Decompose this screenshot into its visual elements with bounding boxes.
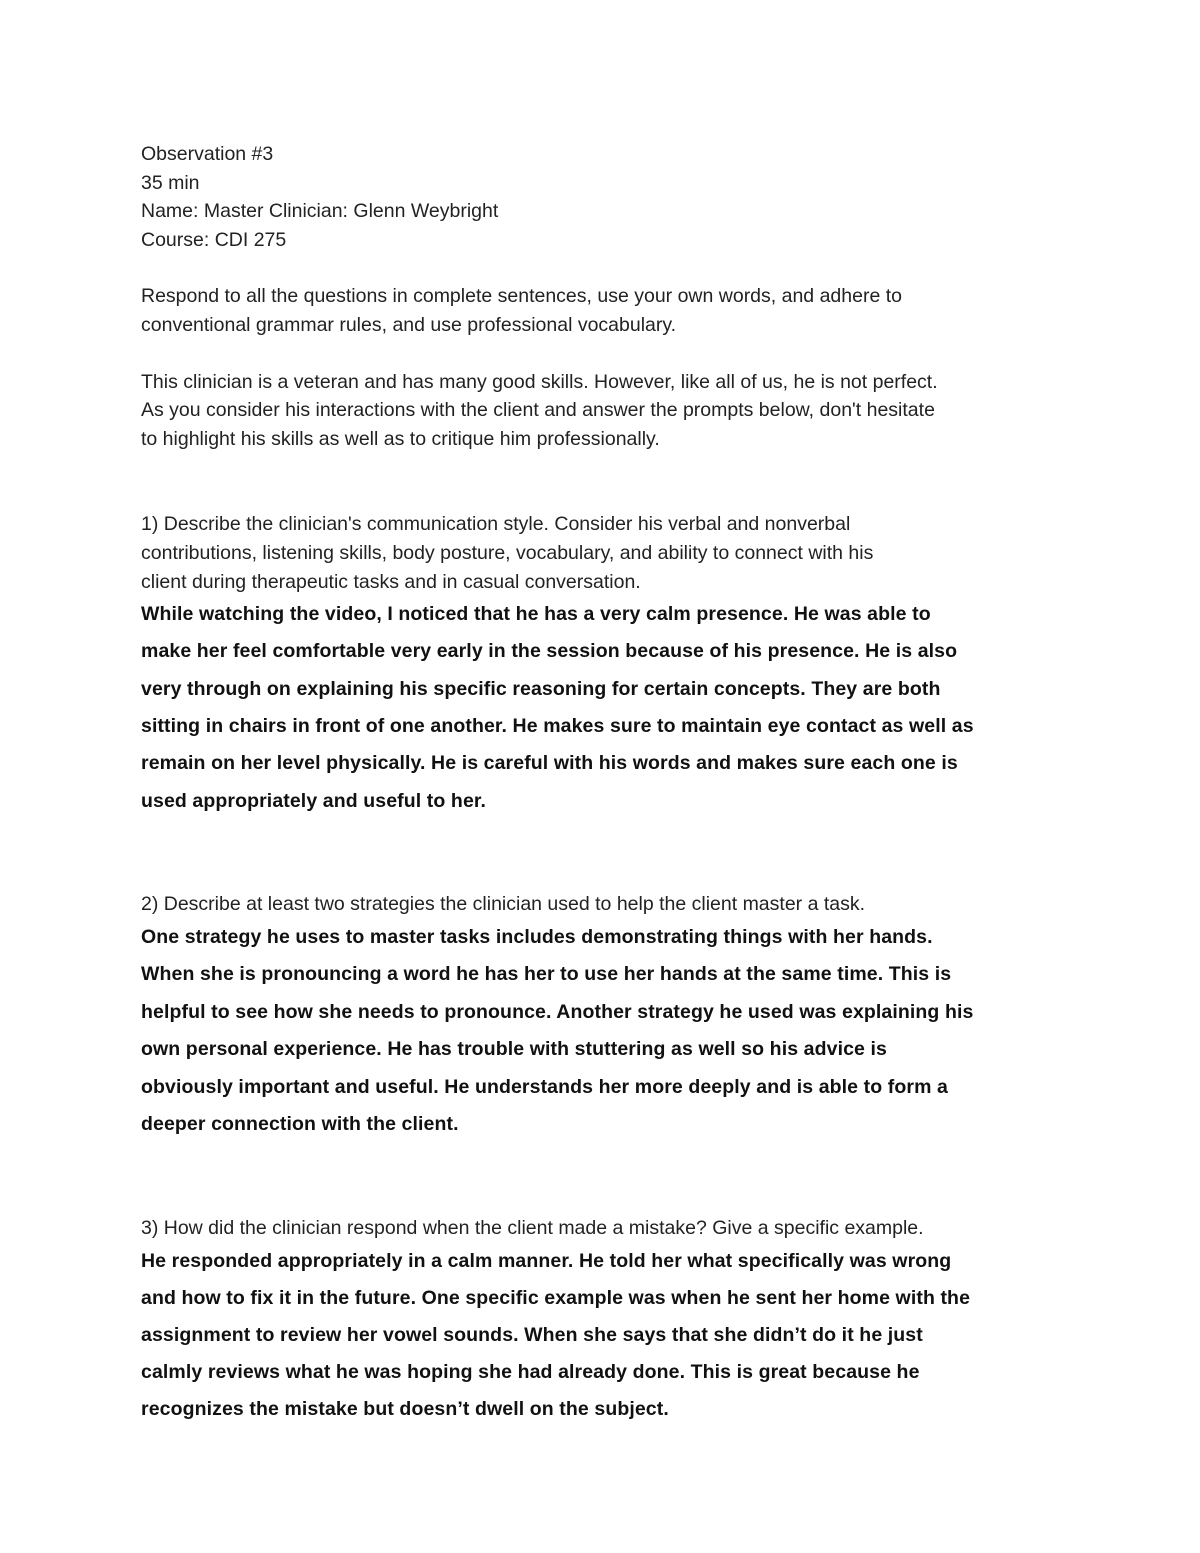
intro-line: As you consider his interactions with the client and answer the prompts below, don't hesitate: [141, 399, 935, 422]
question-prompt: [141, 890, 1061, 919]
answer-line: He responded appropriately in a calm manner. He told her what specifically was wrong: [141, 1249, 952, 1272]
name-line: Name: Master Clinician: Glenn Weybright: [141, 200, 499, 223]
prompt-line: contributions, listening skills, body posture, vocabulary, and ability to connect with his: [141, 541, 874, 564]
question-prompt: [141, 510, 1061, 596]
spacer: [141, 1144, 1061, 1214]
answer-line: assignment to review her vowel sounds. When she says that she didn’t do it he just: [141, 1324, 923, 1347]
intro-line: This clinician is a veteran and has many good skills. However, like all of us, he is not perfect.: [141, 370, 938, 393]
intro-line: to highlight his skills as well as to critique him professionally.: [141, 427, 660, 450]
answer-text: [141, 596, 1061, 820]
spacer: [141, 820, 1061, 890]
answer-line: One strategy he uses to master tasks includes demonstrating things with her hands.: [141, 925, 933, 948]
prompt-line: 3) How did the clinician respond when the client made a mistake? Give a specific example.: [141, 1217, 924, 1240]
observation-title: Observation #3: [141, 143, 274, 165]
question-3: [141, 1214, 1061, 1429]
answer-line: make her feel comfortable very early in the session because of his presence. He is also: [141, 640, 958, 663]
answer-line: and how to fix it in the future. One specific example was when he sent her home with the: [141, 1286, 971, 1309]
instructions-paragraph: [141, 282, 1061, 339]
answer-line: remain on her level physically. He is careful with his words and makes sure each one is: [141, 752, 958, 775]
prompt-line: 1) Describe the clinician's communication style. Consider his verbal and nonverbal: [141, 513, 851, 536]
instructions-line: conventional grammar rules, and use professional vocabulary.: [141, 313, 677, 336]
prompt-line: client during therapeutic tasks and in casual conversation.: [141, 570, 641, 593]
question-prompt: [141, 1214, 1061, 1243]
answer-line: obviously important and useful. He understands her more deeply and is able to form a: [141, 1075, 948, 1098]
document-header: [141, 140, 1061, 254]
instructions-line: Respond to all the questions in complete sentences, use your own words, and adhere to: [141, 285, 902, 308]
question-1: [141, 510, 1061, 820]
answer-line: While watching the video, I noticed that he has a very calm presence. He was able to: [141, 603, 931, 626]
answer-line: used appropriately and useful to her.: [141, 789, 487, 812]
answer-line: very through on explaining his specific reasoning for certain concepts. They are both: [141, 677, 941, 700]
answer-text: [141, 1243, 1061, 1429]
answer-line: helpful to see how she needs to pronounce. Another strategy he used was explaining his: [141, 1000, 974, 1023]
answer-line: own personal experience. He has trouble with stuttering as well so his advice is: [141, 1038, 887, 1061]
answer-line: deeper connection with the client.: [141, 1113, 459, 1136]
answer-text: [141, 919, 1061, 1145]
spacer: [141, 453, 1061, 510]
answer-line: recognizes the mistake but doesn’t dwell on the subject.: [141, 1398, 669, 1421]
answer-line: When she is pronouncing a word he has her to use her hands at the same time. This is: [141, 963, 952, 986]
answer-line: calmly reviews what he was hoping she had already done. This is great because he: [141, 1361, 920, 1384]
document-body: [141, 140, 1061, 1429]
prompt-line: 2) Describe at least two strategies the clinician used to help the client master a task.: [141, 892, 866, 915]
question-2: [141, 890, 1061, 1144]
spacer: [141, 254, 1061, 282]
intro-paragraph: [141, 368, 1061, 454]
duration-text: 35 min: [141, 171, 200, 194]
answer-line: sitting in chairs in front of one another. He makes sure to maintain eye contact as well as: [141, 715, 974, 738]
spacer: [141, 340, 1061, 368]
course-line: Course: CDI 275: [141, 228, 287, 251]
